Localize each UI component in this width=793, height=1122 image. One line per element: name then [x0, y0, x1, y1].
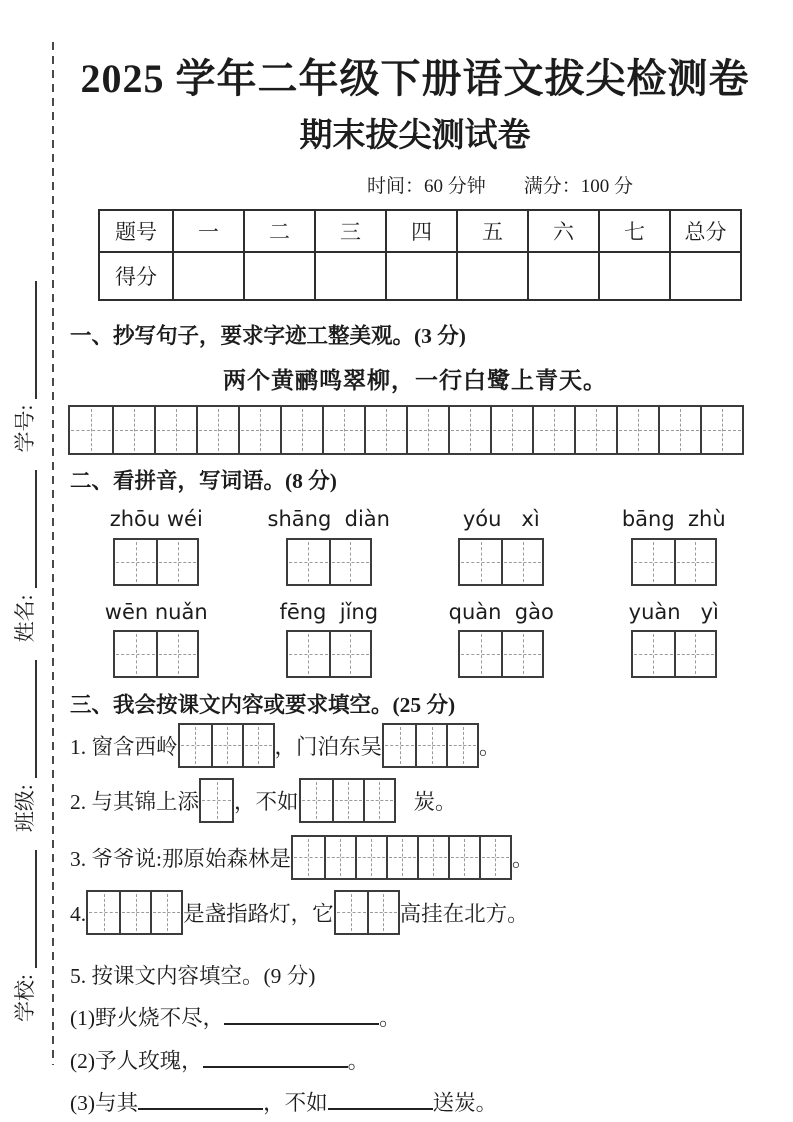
score-empty-cell [670, 252, 741, 300]
pinyin-word-group [105, 600, 208, 678]
pinyin-answer-grid [113, 630, 199, 678]
pinyin-label: wēn nuǎn [104, 599, 208, 624]
section2-heading: 二、看拼音，写词语。(8 分) [70, 469, 337, 494]
sub-item-text: (3)与其 [70, 1091, 139, 1116]
student-id-label: 学号: [13, 404, 37, 453]
full-score: 满分：100 分 [523, 175, 634, 197]
pinyin-label: shāng diàn [267, 507, 390, 532]
tianzige-box [658, 407, 700, 453]
pinyin-answer-grid [286, 630, 372, 678]
tianzige-box [329, 632, 370, 676]
score-header-cell: 四 [386, 210, 457, 252]
sub-item-2 [70, 1048, 760, 1076]
pinyin-label: fēng jǐng [279, 599, 379, 624]
class-blank [31, 660, 37, 778]
sub-item-text: 。 [347, 1048, 370, 1073]
score-header-cell: 二 [244, 210, 315, 252]
score-header-cell: 七 [599, 210, 670, 252]
tianzige-box [156, 632, 197, 676]
fill-item-text: ，不如 [234, 789, 299, 814]
fill-item-4 [70, 890, 760, 935]
tianzige-box [180, 725, 211, 766]
score-header-cell: 一 [173, 210, 244, 252]
fill-item-text: 炭。 [413, 789, 457, 814]
tianzige-box [242, 725, 273, 766]
tianzige-box [115, 540, 156, 584]
fill-item-text: 3. 爷爷说:那原始森林是 [70, 846, 291, 871]
tianzige-box [633, 540, 674, 584]
tianzige-box [88, 892, 119, 933]
tianzige-box [156, 540, 197, 584]
tianzige-box [288, 632, 329, 676]
pinyin-row-1 [70, 507, 760, 585]
tianzige-box [700, 407, 742, 453]
answer-blank [224, 1021, 379, 1025]
answer-grid [86, 890, 183, 935]
fill-item-text: 。 [511, 846, 534, 871]
pinyin-answer-grid [113, 538, 199, 586]
answer-blank [203, 1064, 348, 1068]
pinyin-label: zhōu wéi [109, 507, 203, 532]
tianzige-box [364, 407, 406, 453]
pinyin-word-group [458, 507, 544, 585]
tianzige-box [674, 540, 715, 584]
seal-dashed-line [52, 42, 54, 1065]
tianzige-box [329, 540, 370, 584]
score-header-cell: 题号 [99, 210, 173, 252]
tianzige-box [201, 780, 232, 821]
pinyin-answer-grid [458, 538, 544, 586]
score-empty-cell [315, 252, 386, 300]
tianzige-box [460, 540, 501, 584]
pinyin-label: quàn gào [448, 599, 554, 624]
fill-item-1 [70, 723, 760, 768]
tianzige-box [322, 407, 364, 453]
tianzige-box [332, 780, 363, 821]
pinyin-answer-grid [458, 630, 544, 678]
pinyin-label: bāng zhù [621, 507, 726, 532]
copy-sentence: 两个黄鹂鸣翠柳，一行白鹭上青天。 [223, 368, 607, 394]
score-empty-cell [599, 252, 670, 300]
tianzige-box [446, 725, 477, 766]
score-header-cell: 总分 [670, 210, 741, 252]
sub-item-text: (2)予人玫瑰， [70, 1048, 203, 1073]
pinyin-label: yóu xì [462, 507, 540, 532]
name-blank [31, 470, 37, 588]
name-label: 姓名: [13, 594, 37, 643]
school-blank [31, 850, 37, 968]
pinyin-word-group [449, 600, 554, 678]
score-empty-cell [457, 252, 528, 300]
tianzige-box [115, 632, 156, 676]
answer-grid [382, 723, 479, 768]
answer-grid [291, 835, 512, 880]
tianzige-box [384, 725, 415, 766]
tianzige-box [501, 632, 542, 676]
tianzige-box [355, 837, 386, 878]
tianzige-box [417, 837, 448, 878]
pinyin-word-group [622, 507, 726, 585]
tianzige-box [150, 892, 181, 933]
score-row-label: 得分 [99, 252, 173, 300]
tianzige-box [386, 837, 417, 878]
tianzige-box [532, 407, 574, 453]
tianzige-box [336, 892, 367, 933]
fill-item-text: 2. 与其锦上添 [70, 789, 200, 814]
exam-meta [367, 171, 633, 198]
tianzige-box [479, 837, 510, 878]
tianzige-box [616, 407, 658, 453]
tianzige-box [238, 407, 280, 453]
tianzige-box [633, 632, 674, 676]
pinyin-answer-grid [286, 538, 372, 586]
score-table-score-row [99, 252, 741, 300]
tianzige-box [280, 407, 322, 453]
sub-item-text: 送炭。 [432, 1091, 498, 1116]
tianzige-box [112, 407, 154, 453]
tianzige-box [406, 407, 448, 453]
student-info-strip [14, 230, 37, 1022]
sub-item-text: 。 [379, 1005, 401, 1030]
answer-blank [328, 1106, 433, 1110]
page-subtitle: 期末拔尖测试卷 [299, 118, 531, 154]
pinyin-word-group [268, 507, 390, 585]
score-header-cell: 五 [457, 210, 528, 252]
fill-item-text: ，门泊东吴 [274, 734, 383, 759]
tianzige-box [324, 837, 355, 878]
pinyin-label: yuàn yì [628, 599, 719, 624]
tianzige-box [674, 632, 715, 676]
tianzige-box [301, 780, 332, 821]
score-empty-cell [528, 252, 599, 300]
fill-item-text: 4. [70, 901, 87, 926]
pinyin-answer-grid [631, 538, 717, 586]
tianzige-box [448, 407, 490, 453]
fill-item-3 [70, 835, 760, 880]
tianzige-box [501, 540, 542, 584]
score-header-cell: 三 [315, 210, 386, 252]
pinyin-answer-grid [631, 630, 717, 678]
fill-item-5-heading: 5. 按课文内容填空。(9 分) [70, 963, 316, 988]
fill-item-text: 1. 窗含西岭 [70, 734, 178, 759]
writing-grid-strip [68, 405, 744, 455]
exam-content [70, 0, 760, 1118]
tianzige-box [154, 407, 196, 453]
pinyin-word-group [279, 600, 378, 678]
pinyin-word-group [110, 507, 203, 585]
answer-grid [178, 723, 275, 768]
page-title: 2025 学年二年级下册语文拔尖检测卷 [80, 56, 750, 101]
fill-item-text: 高挂在北方。 [399, 901, 529, 926]
tianzige-box [460, 632, 501, 676]
tianzige-box [119, 892, 150, 933]
section3-heading: 三、我会按课文内容或要求填空。(25 分) [70, 692, 456, 717]
score-header-cell: 六 [528, 210, 599, 252]
tianzige-box [288, 540, 329, 584]
tianzige-box [415, 725, 446, 766]
score-empty-cell [173, 252, 244, 300]
tianzige-box [367, 892, 398, 933]
tianzige-box [196, 407, 238, 453]
sub-item-text: (1)野火烧不尽， [70, 1005, 225, 1030]
fill-item-text: 。 [479, 734, 501, 759]
school-label: 学校: [13, 974, 37, 1022]
answer-blank [138, 1106, 263, 1110]
answer-grid [199, 778, 234, 823]
tianzige-box [574, 407, 616, 453]
tianzige-box [293, 837, 324, 878]
fill-item-2 [70, 778, 760, 823]
tianzige-box [490, 407, 532, 453]
tianzige-box [363, 780, 394, 821]
section1-heading: 一、抄写句子，要求字迹工整美观。(3 分) [70, 323, 466, 348]
tianzige-box [70, 407, 112, 453]
class-label: 班级: [13, 784, 37, 833]
time-limit: 时间：60 分钟 [366, 175, 486, 197]
pinyin-word-group [629, 600, 719, 678]
tianzige-box [448, 837, 479, 878]
answer-grid [334, 890, 400, 935]
sub-item-1 [70, 1005, 760, 1033]
student-id-blank [31, 281, 37, 399]
answer-grid [299, 778, 396, 823]
score-table [98, 209, 742, 301]
score-table-header-row [99, 210, 741, 252]
score-empty-cell [386, 252, 457, 300]
sub-item-text: ，不如 [263, 1091, 328, 1116]
pinyin-row-2 [70, 600, 760, 678]
fill-item-text: 是盏指路灯，它 [183, 901, 334, 926]
score-empty-cell [244, 252, 315, 300]
sub-item-3 [70, 1090, 760, 1118]
tianzige-box [211, 725, 242, 766]
